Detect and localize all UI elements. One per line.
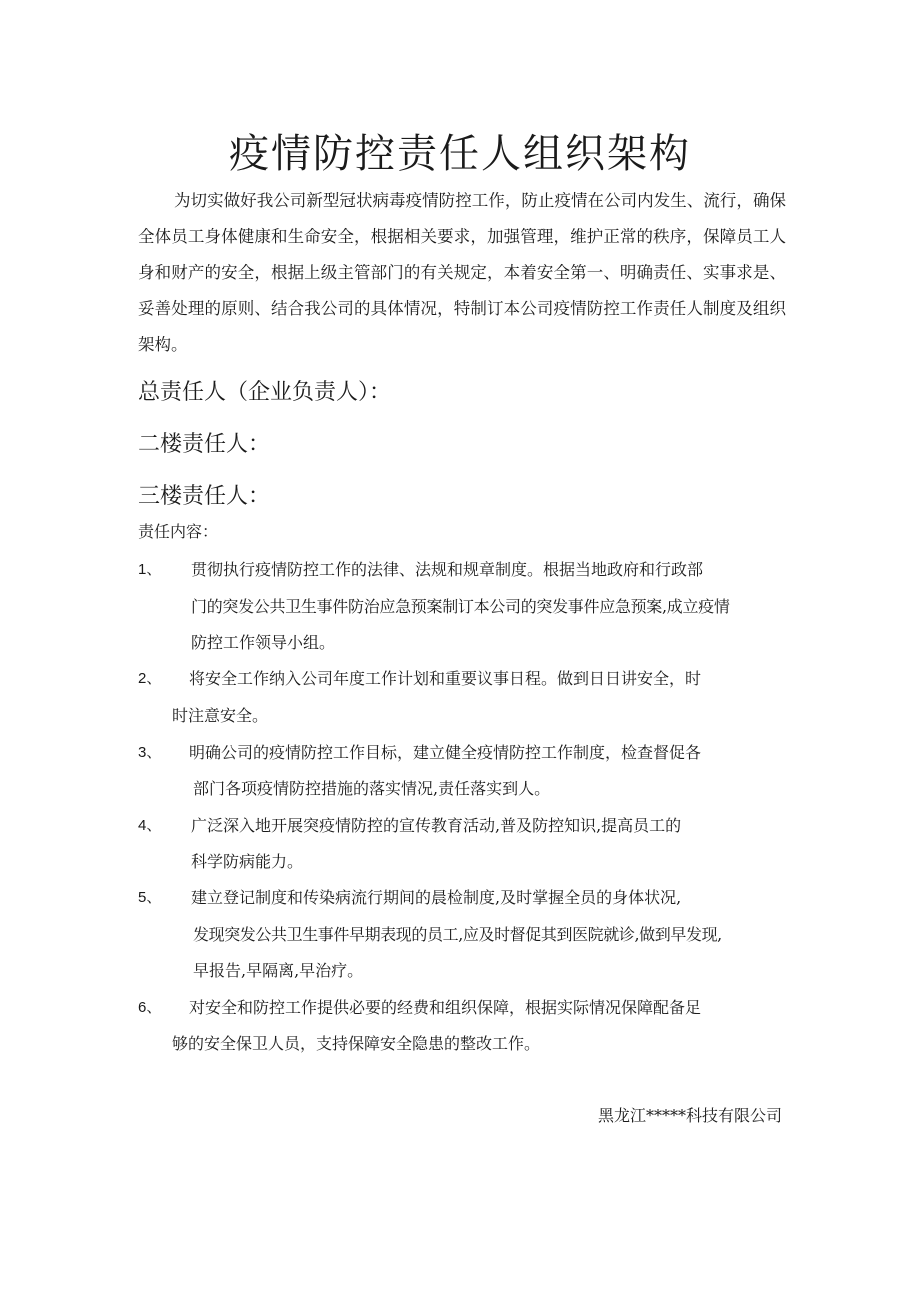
- duty-line: 对安全和防控工作提供必要的经费和组织保障，根据实际情况保障配备足: [189, 998, 702, 1017]
- duty-number: 3、: [138, 744, 162, 761]
- duty-line: 科学防病能力。: [191, 852, 304, 871]
- duty-line: 贯彻执行疫情防控工作的法律、法规和规章制度。根据当地政府和行政部: [191, 560, 704, 579]
- duty-line: 早报告,早隔离,早治疗。: [193, 961, 364, 980]
- duty-line: 门的突发公共卫生事件防治应急预案制订本公司的突发事件应急预案,成立疫情: [191, 597, 730, 616]
- company-name: 黑龙江*****科技有限公司: [597, 1106, 782, 1125]
- duty-line: 防控工作领导小组。: [191, 633, 336, 652]
- duty-line: 发现突发公共卫生事件早期表现的员工,应及时督促其到医院就诊,做到早发现,: [193, 925, 722, 944]
- duties-label: 责任内容：: [138, 522, 219, 541]
- duty-number: 1、: [138, 561, 162, 578]
- duty-number: 2、: [138, 670, 162, 687]
- intro-paragraph: 为切实做好我公司新型冠状病毒疫情防控工作，防止疫情在公司内发生、流行，确保全体员工身体健康和生命安全，根据相关要求，加强管理，维护正常的秩序，保障员工人身和财产的安全，根据上级主管部门的有关规定，本着安全第一、明确责任、实事求是、妥善处理的原则、结合我公司的具体情况，特制订本公司疫情防控工作责任人制度及组织架构。: [138, 191, 786, 354]
- role-second-floor: 二楼责任人：: [138, 432, 271, 457]
- duty-number: 4、: [138, 817, 162, 834]
- role-third-floor: 三楼责任人：: [138, 484, 271, 509]
- duty-line: 将安全工作纳入公司年度工作计划和重要议事日程。做到日日讲安全，时: [189, 669, 702, 688]
- duty-line: 时注意安全。: [172, 706, 269, 725]
- duty-line: 广泛深入地开展突疫情防控的宣传教育活动,普及防控知识,提高员工的: [191, 816, 682, 835]
- role-general-manager: 总责任人（企业负责人）：: [138, 380, 392, 405]
- duty-line: 明确公司的疫情防控工作目标，建立健全疫情防控工作制度，检查督促各: [189, 743, 702, 762]
- duty-line: 建立登记制度和传染病流行期间的晨检制度,及时掌握全员的身体状况,: [191, 888, 682, 907]
- document-title: 疫情防控责任人组织架构: [229, 131, 691, 177]
- duty-number: 5、: [138, 889, 162, 906]
- duty-line: 够的安全保卫人员，支持保障安全隐患的整改工作。: [172, 1034, 541, 1053]
- duty-number: 6、: [138, 999, 162, 1016]
- duty-line: 部门各项疫情防控措施的落实情况,责任落实到人。: [193, 779, 551, 798]
